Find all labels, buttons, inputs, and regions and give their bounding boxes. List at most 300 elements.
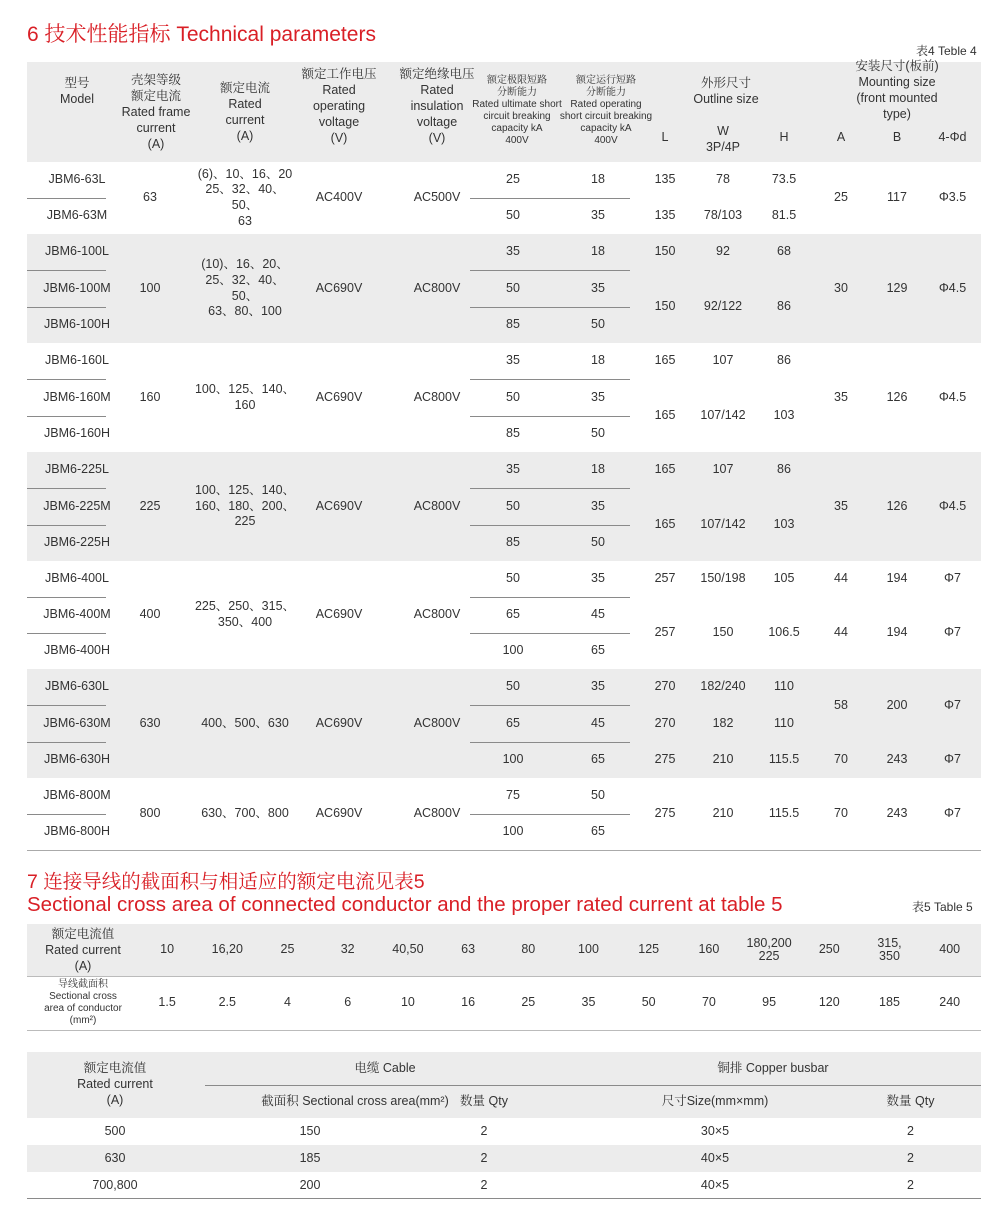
table5-current-cell: 160 — [698, 942, 720, 957]
op-voltage-cell: AC690V — [315, 498, 363, 513]
rule — [27, 814, 106, 815]
table5-area-label-line: area of conductor — [44, 1003, 122, 1014]
ics-cell: 65 — [591, 824, 605, 839]
mount-B-cell: 129 — [886, 280, 908, 295]
mount-A-cell: 44 — [834, 571, 848, 586]
header-D: 4-Φd — [938, 130, 967, 145]
mount-B-cell: 243 — [886, 806, 908, 821]
ics-cell: 50 — [591, 788, 605, 803]
header-op-voltage-line: (V) — [330, 131, 348, 145]
header-ultimate-line: 分断能力 — [497, 87, 537, 98]
dim-L-cell: 275 — [654, 806, 676, 821]
table6-busqty-cell: 2 — [907, 1123, 914, 1138]
dim-W-cell: 92/122 — [703, 298, 743, 313]
table5-area-cell: 185 — [879, 995, 900, 1010]
mount-B-cell: 243 — [886, 752, 908, 766]
icu-cell: 50 — [506, 389, 520, 404]
rated-current-cell-line: (6)、10、16、20 — [197, 166, 293, 181]
rule — [27, 705, 106, 706]
icu-cell: 25 — [506, 172, 520, 187]
icu-cell: 35 — [506, 462, 520, 477]
mount-D-cell: Φ7 — [944, 571, 961, 586]
model-cell: JBM6-225H — [44, 535, 110, 549]
table5-current-cell: 63 — [461, 942, 476, 957]
header-ultimate-line: circuit breaking — [483, 111, 551, 122]
rule — [470, 307, 630, 308]
table6-size-header: 尺寸Size(mm×mm) — [661, 1094, 769, 1109]
mount-D-cell: Φ7 — [944, 697, 961, 712]
header-W — [690, 124, 756, 154]
table5-label: 表5 Table 5 — [912, 900, 973, 914]
ins-voltage-cell: AC800V — [413, 607, 461, 622]
table5-area-label-line: Sectional cross — [49, 991, 117, 1002]
rated-current-cell — [194, 452, 296, 561]
table6-size-cell: 40×5 — [700, 1177, 730, 1192]
rule — [27, 525, 106, 526]
mount-B-cell: 117 — [887, 190, 907, 205]
ics-cell: 35 — [591, 498, 605, 513]
rule — [470, 379, 630, 380]
table5-current-cell: 100 — [578, 942, 599, 957]
ics-cell: 45 — [591, 715, 605, 730]
model-cell: JBM6-225M — [43, 498, 111, 513]
rated-current-cell-line: 350、400 — [217, 615, 273, 629]
header-model-line: Model — [59, 92, 95, 106]
frame-cell: 630 — [139, 715, 161, 730]
dim-H-cell: 115.5 — [768, 752, 800, 766]
icu-cell: 65 — [506, 607, 520, 622]
frame-cell: 400 — [139, 607, 161, 622]
frame-cell: 160 — [139, 389, 161, 404]
op-voltage-cell: AC690V — [315, 715, 363, 730]
rule — [27, 742, 106, 743]
header-ultimate — [470, 66, 564, 156]
dim-H-cell: 106.5 — [768, 625, 800, 640]
ics-cell: 45 — [591, 607, 605, 622]
dim-L-cell: 150 — [654, 298, 676, 313]
header-L: L — [661, 130, 669, 145]
mount-A-cell: 44 — [834, 625, 848, 640]
dim-W-cell: 107/142 — [700, 407, 746, 422]
dim-L-cell: 135 — [654, 172, 676, 187]
header-mounting-line: (front mounted type) — [856, 91, 938, 121]
icu-cell: 65 — [506, 715, 520, 730]
table5-current-cell: 180,200 225 — [746, 935, 792, 963]
ics-cell: 50 — [591, 535, 605, 549]
model-cell: JBM6-400L — [45, 571, 109, 586]
rule — [470, 633, 630, 634]
mount-D-cell: Φ7 — [944, 806, 961, 821]
op-voltage-cell: AC690V — [315, 607, 363, 622]
ins-voltage-cell: AC500V — [413, 190, 461, 205]
ics-cell: 50 — [591, 317, 605, 331]
rule — [470, 597, 630, 598]
rule — [470, 416, 630, 417]
rule — [27, 416, 106, 417]
icu-cell: 85 — [506, 535, 520, 549]
ics-cell: 35 — [591, 280, 605, 295]
header-A: A — [836, 130, 846, 145]
table5-area-cell: 120 — [818, 995, 840, 1010]
mount-D-cell: Φ4.5 — [938, 498, 967, 513]
icu-cell: 35 — [506, 244, 520, 259]
model-cell: JBM6-225L — [45, 462, 109, 477]
model-cell: JBM6-400M — [43, 607, 111, 622]
rated-current-cell-line: 630、700、800 — [201, 806, 289, 821]
ins-voltage-cell: AC800V — [413, 280, 461, 295]
table5-area-cell: 95 — [762, 995, 777, 1010]
table6-area-cell: 150 — [299, 1123, 321, 1138]
table5-current-cell: 250 — [818, 942, 840, 957]
rated-current-cell-line: 100、125、140、 — [194, 483, 296, 498]
header-frame-line: (A) — [147, 137, 165, 151]
rated-current-cell-line: 63 — [238, 213, 252, 228]
table6-current-cell: 630 — [104, 1150, 126, 1165]
table5-area-cell: 25 — [521, 995, 536, 1010]
ins-voltage-cell: AC800V — [413, 389, 461, 404]
dim-L-cell: 275 — [654, 752, 676, 766]
header-mounting-line: 安装尺寸(板前) — [855, 59, 939, 73]
dim-W-cell: 182/240 — [700, 679, 746, 694]
table6-cable-header: 电缆 Cable — [354, 1061, 416, 1076]
table6-current-header-line: (A) — [106, 1093, 124, 1107]
table5-area-cell: 1.5 — [158, 995, 176, 1010]
model-cell: JBM6-63L — [48, 172, 106, 187]
frame-cell: 225 — [139, 498, 161, 513]
dim-H-cell: 115.5 — [768, 806, 800, 821]
table6-current-cell: 700,800 — [92, 1177, 138, 1192]
header-op-voltage-line: 额定工作电压 — [301, 67, 377, 81]
mount-A-cell: 35 — [834, 498, 848, 513]
dim-H-cell: 68 — [777, 244, 791, 259]
table6-area-cell: 200 — [299, 1177, 321, 1192]
header-op-voltage-line: Rated — [322, 83, 356, 97]
header-frame-line: current — [136, 121, 176, 135]
model-cell: JBM6-100L — [45, 244, 109, 259]
table5-area-cell: 6 — [344, 995, 352, 1010]
dim-L-cell: 165 — [654, 462, 676, 477]
table5-area-cell: 70 — [701, 995, 716, 1010]
dim-H-cell: 110 — [774, 715, 794, 730]
header-mounting-line: Mounting size — [858, 75, 936, 89]
header-service-line: capacity kA — [580, 123, 632, 134]
table6-qty-cell: 2 — [480, 1177, 488, 1192]
table5-current-cell: 25 — [280, 942, 295, 957]
dim-W-cell: 210 — [712, 752, 734, 766]
mount-A-cell: 35 — [834, 389, 848, 404]
rated-current-cell — [194, 162, 296, 234]
header-service-line: 分断能力 — [586, 87, 626, 98]
table5-area-cell: 16 — [461, 995, 476, 1010]
dim-L-cell: 165 — [654, 516, 676, 531]
rule — [27, 307, 106, 308]
icu-cell: 35 — [506, 353, 520, 368]
rated-current-cell-line: 160 — [234, 397, 256, 412]
header-ultimate-line: 400V — [505, 135, 529, 146]
dim-H-cell: 86 — [777, 353, 791, 368]
header-ins-voltage-line: insulation — [410, 99, 464, 113]
op-voltage-cell: AC690V — [315, 389, 363, 404]
dim-L-cell: 270 — [654, 679, 676, 694]
dim-W-cell: 92 — [716, 244, 730, 259]
mount-A-cell: 70 — [834, 806, 848, 821]
ics-cell: 35 — [591, 679, 605, 694]
dim-L-cell: 270 — [654, 715, 676, 730]
model-cell: JBM6-160L — [45, 353, 109, 368]
icu-cell: 50 — [506, 208, 520, 223]
icu-cell: 75 — [506, 788, 520, 803]
section6-title: 6 技术性能指标 Technical parameters — [27, 23, 376, 46]
rated-current-cell-line: 25、32、40、50、 — [205, 272, 285, 303]
op-voltage-cell: AC690V — [315, 806, 363, 821]
mount-B-cell: 200 — [886, 697, 908, 712]
table5-current-cell: 40,50 — [392, 942, 424, 957]
table5-area-cell: 4 — [284, 995, 291, 1010]
rated-current-cell-line: 63、80、100 — [208, 304, 282, 319]
op-voltage-cell: AC690V — [315, 280, 363, 295]
rated-current-cell — [194, 669, 296, 778]
model-cell: JBM6-800M — [43, 788, 111, 803]
header-op-voltage-line: operating — [312, 99, 366, 113]
table5-rated-current-label-line: 额定电流值 — [51, 927, 115, 941]
rated-current-cell-line: 25、32、40、50、 — [205, 182, 285, 212]
model-cell: JBM6-630L — [45, 679, 109, 694]
icu-cell: 100 — [502, 643, 524, 658]
header-rated-current-line: 额定电流 — [219, 81, 270, 95]
table4-label: 表4 Teble 4 — [916, 44, 977, 58]
mount-D-cell: Φ7 — [944, 752, 961, 766]
table6-size-cell: 40×5 — [700, 1150, 730, 1165]
rule — [470, 198, 630, 199]
header-outline — [676, 74, 776, 108]
header-rated-current-line: Rated — [228, 97, 262, 111]
dim-H-cell: 86 — [777, 462, 791, 477]
dim-L-cell: 135 — [654, 208, 676, 223]
table5-area-cell: 50 — [641, 995, 656, 1010]
mount-D-cell: Φ3.5 — [938, 190, 967, 205]
rule — [27, 488, 106, 489]
header-ultimate-line: 额定极限短路 — [487, 75, 547, 86]
dim-W-cell: 78 — [716, 172, 730, 187]
table6-size-cell: 30×5 — [700, 1123, 730, 1138]
dim-W-cell: 78/103 — [703, 208, 743, 223]
icu-cell: 50 — [506, 498, 520, 513]
header-outline-line: Outline size — [693, 92, 759, 106]
icu-cell: 85 — [506, 426, 520, 440]
rated-current-cell-line: 100、125、140、 — [194, 381, 296, 396]
mount-B-cell: 126 — [886, 498, 908, 513]
ics-cell: 18 — [591, 353, 605, 368]
dim-W-cell: 150 — [712, 625, 734, 640]
table6-qty-cell: 2 — [480, 1150, 488, 1165]
rule — [470, 742, 630, 743]
section7-title-en: Sectional cross area of connected conductor and the proper rated current at table 5 — [27, 893, 783, 916]
rated-current-cell — [194, 343, 296, 452]
dim-L-cell: 257 — [654, 625, 676, 640]
header-ins-voltage-line: 额定绝缘电压 — [399, 67, 475, 81]
model-cell: JBM6-160H — [44, 426, 110, 440]
rule — [27, 850, 981, 851]
rated-current-cell-line: 225 — [234, 514, 256, 529]
table6-busbar-header: 铜排 Copper busbar — [717, 1061, 829, 1076]
rule — [470, 270, 630, 271]
table5-area-cell: 10 — [400, 995, 415, 1010]
rule — [205, 1085, 981, 1086]
ics-cell: 35 — [591, 389, 605, 404]
dim-W-cell: 182 — [712, 715, 734, 730]
table5-current-cell: 315, 350 — [877, 935, 902, 963]
dim-L-cell: 150 — [654, 244, 676, 259]
frame-cell: 100 — [139, 280, 161, 295]
rated-current-cell — [194, 778, 296, 850]
table5-area-label-line: 导线截面积 — [58, 979, 108, 990]
dim-L-cell: 257 — [654, 571, 676, 586]
rated-current-cell-line: 400、500、630 — [201, 715, 289, 730]
dim-L-cell: 165 — [654, 353, 676, 368]
icu-cell: 50 — [506, 280, 520, 295]
dim-H-cell: 110 — [774, 679, 794, 694]
icu-cell: 85 — [506, 317, 520, 331]
table5-rated-current-label-line: Rated current — [45, 943, 121, 957]
table6-current-header-line: 额定电流值 — [83, 1061, 147, 1075]
rated-current-cell — [194, 561, 296, 669]
rated-current-cell-line: (10)、16、20、 — [201, 257, 289, 272]
rule — [27, 379, 106, 380]
frame-cell: 63 — [143, 190, 157, 205]
mount-A-cell: 25 — [834, 190, 848, 205]
table6-current-header-line: Rated current — [77, 1077, 153, 1091]
mount-A-cell: 58 — [834, 697, 848, 712]
table5-current-cell: 10 — [160, 942, 175, 957]
model-cell: JBM6-160M — [43, 389, 111, 404]
dim-W-cell: 150/198 — [700, 571, 746, 586]
table5-current-cell: 125 — [638, 942, 660, 957]
header-mounting — [842, 59, 952, 121]
table6-qty-header: 数量 Qty — [460, 1094, 508, 1109]
table5-area-cell: 2.5 — [218, 995, 236, 1010]
mount-B-cell: 194 — [886, 571, 908, 586]
dim-H-cell: 81.5 — [771, 208, 797, 223]
rated-current-cell — [194, 234, 296, 343]
table5-area-label — [27, 978, 139, 1028]
model-cell: JBM6-800H — [44, 824, 110, 839]
rule — [27, 976, 981, 977]
ics-cell: 35 — [591, 208, 605, 223]
table6-qty-cell: 2 — [480, 1123, 488, 1138]
ins-voltage-cell: AC800V — [413, 498, 461, 513]
model-cell: JBM6-400H — [44, 643, 110, 658]
rule — [27, 1198, 981, 1199]
header-op-voltage — [296, 66, 382, 146]
model-cell: JBM6-100M — [43, 280, 111, 295]
header-B: B — [892, 130, 902, 145]
header-ultimate-line: Rated ultimate short — [472, 99, 562, 110]
header-frame-line: Rated frame — [121, 105, 191, 119]
table5-area-label-line: (mm²) — [69, 1015, 97, 1026]
header-ins-voltage-line: (V) — [428, 131, 446, 145]
header-W-line: 3P/4P — [705, 140, 741, 154]
model-cell: JBM6-630H — [44, 752, 110, 766]
mount-A-cell: 70 — [834, 752, 848, 766]
table5-area-cell: 240 — [939, 995, 961, 1010]
table5-area-cell: 35 — [581, 995, 596, 1010]
rule — [27, 270, 106, 271]
mount-B-cell: 194 — [886, 625, 908, 640]
rule — [27, 1030, 981, 1031]
rule — [470, 488, 630, 489]
ins-voltage-cell: AC800V — [413, 715, 461, 730]
ics-cell: 65 — [591, 643, 605, 658]
icu-cell: 100 — [502, 752, 524, 766]
header-service-line: short circuit breaking — [559, 111, 653, 122]
rule — [27, 597, 106, 598]
header-ins-voltage-line: voltage — [416, 115, 458, 129]
table6-busqty-cell: 2 — [907, 1150, 914, 1165]
header-ins-voltage-line: Rated — [420, 83, 454, 97]
op-voltage-cell: AC400V — [315, 190, 363, 205]
dim-H-cell: 103 — [773, 516, 795, 531]
dim-L-cell: 165 — [654, 407, 676, 422]
table5-current-cell: 80 — [521, 942, 536, 957]
dim-H-cell: 103 — [773, 407, 795, 422]
header-model-line: 型号 — [64, 76, 90, 90]
rule — [27, 198, 106, 199]
dim-H-cell: 105 — [773, 571, 795, 586]
header-frame — [106, 66, 206, 158]
dim-W-cell: 210 — [712, 806, 734, 821]
rule — [470, 814, 630, 815]
header-W-line: W — [717, 124, 729, 138]
table5-current-cell: 32 — [340, 942, 355, 957]
header-op-voltage-line: voltage — [318, 115, 360, 129]
ics-cell: 65 — [591, 752, 605, 766]
table5-current-cell: 400 — [939, 942, 961, 957]
ics-cell: 18 — [591, 172, 605, 187]
model-cell: JBM6-63M — [46, 208, 108, 223]
mount-D-cell: Φ7 — [944, 625, 961, 640]
section7-title-cn: 7 连接导线的截面积与相适应的额定电流见表5 — [27, 871, 425, 893]
model-cell: JBM6-630M — [43, 715, 111, 730]
mount-D-cell: Φ4.5 — [938, 280, 967, 295]
icu-cell: 50 — [506, 679, 520, 694]
rule — [470, 525, 630, 526]
dim-W-cell: 107 — [712, 353, 734, 368]
dim-H-cell: 73.5 — [771, 172, 797, 187]
table6-area-header: 截面积 Sectional cross area(mm²) — [261, 1094, 449, 1109]
ics-cell: 35 — [591, 571, 605, 586]
table6-area-cell: 185 — [299, 1150, 321, 1165]
header-service-line: Rated operating — [570, 99, 642, 110]
dim-W-cell: 107 — [712, 462, 734, 477]
table6-current-header — [27, 1056, 203, 1112]
table5-rated-current-label-line: (A) — [74, 959, 92, 973]
header-frame-line: 额定电流 — [130, 89, 181, 103]
mount-B-cell: 126 — [886, 389, 908, 404]
table6-busqty-header: 数量 Qty — [886, 1094, 935, 1109]
table5-current-cell: 16,20 — [211, 942, 243, 957]
header-rated-current-line: current — [225, 113, 265, 127]
table6-busqty-cell: 2 — [907, 1177, 914, 1192]
header-ultimate-line: capacity kA — [491, 123, 543, 134]
rated-current-cell-line: 160、180、200、 — [194, 498, 296, 513]
frame-cell: 800 — [139, 806, 161, 821]
ics-cell: 18 — [591, 462, 605, 477]
header-rated-current — [194, 76, 296, 148]
dim-H-cell: 86 — [777, 298, 791, 313]
mount-A-cell: 30 — [834, 280, 848, 295]
header-rated-current-line: (A) — [236, 129, 254, 143]
ics-cell: 18 — [591, 244, 605, 259]
